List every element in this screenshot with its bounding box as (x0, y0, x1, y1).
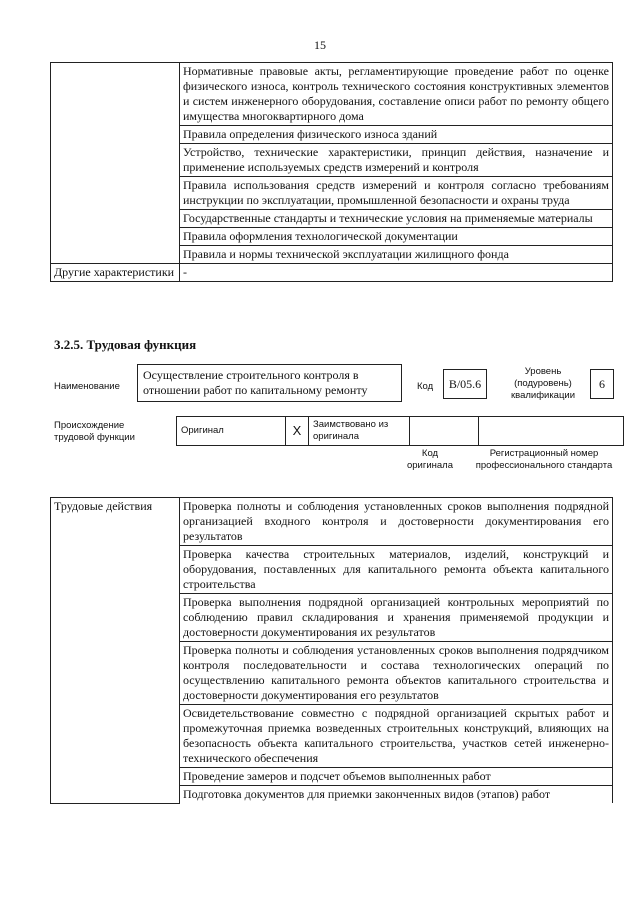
other-characteristics-label: Другие характеристики (51, 264, 180, 282)
registration-number-cell (479, 417, 624, 446)
knowledge-item: Правила оформления технологической документации (180, 228, 613, 246)
divider (176, 445, 612, 446)
labor-action-item: Проверка полноты и соблюдения установленных сроков выполнения подрядчиком контроля последовательности и состава технологических операций по осуществлению капитального ремонта объектов капитального строительства и достоверности документирования его результатов (180, 642, 613, 705)
section-title: 3.2.5. Трудовая функция (54, 337, 197, 352)
knowledge-item: Нормативные правовые акты, регламентирующие проведение работ по оценке физического износа, контроль технического состояния конструктивных элементов и систем инженерного оборудования, составление описи работ по ремонту общего имущества многоквартирного дома (180, 63, 613, 126)
original-mark: X (286, 417, 309, 446)
knowledge-label-cell (51, 63, 180, 264)
table-row (51, 498, 613, 546)
labor-action-item: Проверка качества строительных материалов, изделий, конструкций и оборудования, поставленных для капитального ремонта объекта капитального строительства (180, 546, 613, 594)
labor-action-item: Проверка выполнения подрядной организацией контрольных мероприятий по соблюдению правил складирования и хранения применяемой продукции и достоверности документирования их результатов (180, 594, 613, 642)
function-name-value: Осуществление строительного контроля в отношении работ по капитальному ремонту (137, 364, 402, 402)
code-label: Код (417, 381, 434, 392)
original-code-caption: Код оригинала (406, 448, 453, 471)
labor-actions-label: Трудовые действия (51, 498, 180, 804)
page-number: 15 (314, 38, 326, 52)
labor-actions-table (50, 497, 613, 804)
original-code-cell (410, 417, 479, 446)
knowledge-item: Правила определения физического износа зданий (180, 126, 613, 144)
labor-action-item: Подготовка документов для приемки законченных видов (этапов) работ (180, 786, 613, 804)
labor-action-item: Освидетельствование совместно с подрядной организацией скрытых работ и промежуточная приемка возведенных строительных конструкций, влияющих на безопасность объекта капитального строительства, участков сетей инженерно-технического обеспечения (180, 705, 613, 768)
qualification-level-label: Уровень (подуровень) квалификации (510, 366, 576, 401)
knowledge-item: Правила и нормы технической эксплуатации жилищного фонда (180, 246, 613, 264)
knowledge-item: Государственные стандарты и технические условия на применяемые материалы (180, 210, 613, 228)
labor-action-item: Проведение замеров и подсчет объемов выполненных работ (180, 768, 613, 786)
table-row (51, 63, 613, 126)
origin-table (176, 416, 624, 446)
original-label: Оригинал (177, 417, 286, 446)
qualification-level-value: 6 (590, 369, 614, 399)
knowledge-item: Правила использования средств измерений и контроля согласно требованиям инструкции по эксплуатации, промышленной безопасности и охраны труда (180, 177, 613, 210)
labor-action-item: Проверка полноты и соблюдения установленных сроков выполнения подрядной организацией входного контроля и достоверности документирования его результатов (180, 498, 613, 546)
table-row (51, 264, 613, 282)
function-code-value: B/05.6 (443, 369, 487, 399)
knowledge-table (50, 62, 613, 282)
borrowed-label: Заимствовано из оригинала (309, 417, 410, 446)
knowledge-item: Устройство, технические характеристики, принцип действия, назначение и применение используемых средств измерений и контроля (180, 144, 613, 177)
registration-number-caption: Регистрационный номер профессионального стандарта (475, 448, 613, 471)
other-characteristics-value: - (180, 264, 613, 282)
name-label: Наименование (54, 381, 120, 392)
origin-label: Происхождение трудовой функции (54, 420, 135, 443)
